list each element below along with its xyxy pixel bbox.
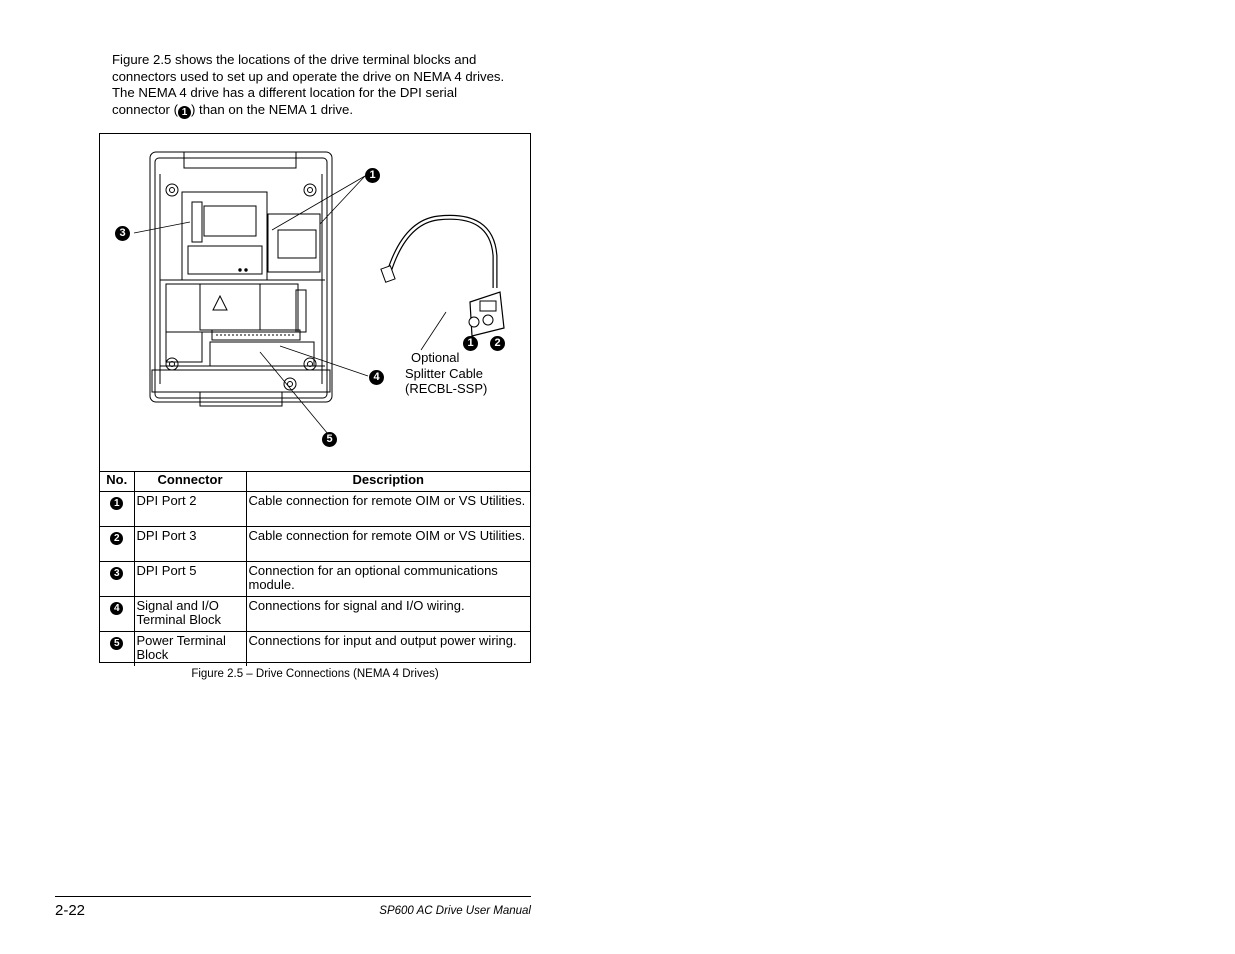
callout-badge: 5 [322,432,337,447]
table-row [100,562,530,597]
callout-badge: 3 [115,226,130,241]
table-row [100,527,530,562]
callout-badge: 1 [110,497,123,510]
description-cell: Cable connection for remote OIM or VS Utilities. [246,492,530,527]
splitter-cable-label: Optional Splitter Cable (RECBL-SSP) [405,350,488,396]
connector-cell: DPI Port 3 [134,527,246,562]
callout-badge: 1 [365,168,380,183]
intro-line: connector ( 1 ) than on the NEMA 1 drive. [112,101,353,118]
intro-paragraph [112,52,542,119]
footer-divider [55,896,531,897]
connector-cell: Power Terminal Block [134,632,246,667]
callout-badge: 5 [110,637,123,650]
callout-badge: 1 [178,106,191,119]
description-cell: Connections for input and output power wiring. [246,632,530,667]
description-cell: Connection for an optional communications module. [246,562,530,597]
intro-line: Figure 2.5 shows the locations of the drive terminal blocks and [112,52,477,67]
page-number: 2-22 [55,902,86,919]
callout-badge: 4 [369,370,384,385]
connector-cell: DPI Port 5 [134,562,246,597]
figure-box [99,133,531,663]
manual-title: SP600 AC Drive User Manual [379,905,531,917]
drive-illustration [100,134,530,471]
table-row [100,492,530,527]
connector-cell: Signal and I/O Terminal Block [134,597,246,632]
table-header-row [100,472,530,492]
callout-badge: 3 [110,567,123,580]
table-row [100,597,530,632]
callout-badge: 2 [490,336,505,351]
description-cell: Connections for signal and I/O wiring. [246,597,530,632]
intro-line: connectors used to set up and operate the drive on NEMA 4 drives. [112,68,505,84]
figure-caption: Figure 2.5 – Drive Connections (NEMA 4 Drives) [191,668,439,680]
callout-badge: 4 [110,602,123,615]
callout-badge: 1 [463,336,478,351]
table-row [100,632,530,667]
column-header: Connector [134,472,246,492]
column-header: No. [100,472,134,492]
connector-table [100,471,530,666]
description-cell: Cable connection for remote OIM or VS Utilities. [246,527,530,562]
intro-line: The NEMA 4 drive has a different location for the DPI serial [112,85,457,100]
callout-badge: 2 [110,532,123,545]
connector-cell: DPI Port 2 [134,492,246,527]
column-header: Description [246,472,530,492]
